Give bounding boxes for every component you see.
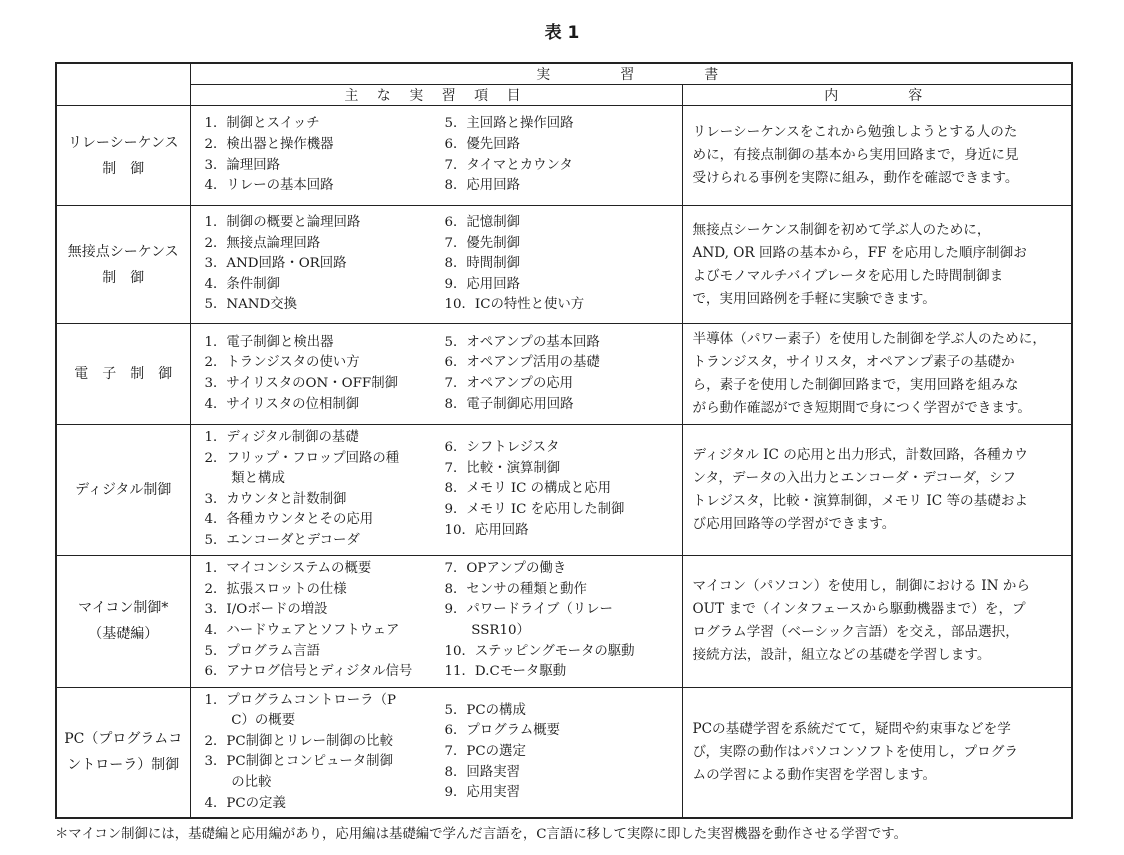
items-column-right xyxy=(445,114,675,196)
items-cell xyxy=(190,555,682,687)
table-row xyxy=(56,324,1072,425)
item-line: 1．ディジタル制御の基礎 xyxy=(204,430,359,445)
description-line: ンタ，データの入出力とエンコーダ・デコーダ，シフ xyxy=(692,469,1017,486)
header-corner-cell xyxy=(56,63,190,106)
description-line: OUT まで（インタフェースから駆動機器まで）を，プ xyxy=(692,601,1026,618)
item-line: 7．オペアンプの応用 xyxy=(444,376,573,391)
item-line: 8．電子制御応用回路 xyxy=(444,396,574,412)
description-line: がら動作確認ができ短期間で身につく学習ができます。 xyxy=(692,400,1031,416)
item-line: SSR10） xyxy=(444,623,530,639)
item-line: 2．フリップ・フロップ回路の種 xyxy=(204,450,400,466)
items-column-right xyxy=(445,701,675,804)
item-line: 10．ステッピングモータの駆動 xyxy=(444,643,635,659)
description-line: ログラム学習（ベーシック言語）を交え，部品選択， xyxy=(692,624,1019,641)
header-row-columns xyxy=(56,85,1072,106)
item-line: 6．アナログ信号とディジタル信号 xyxy=(204,664,413,680)
description-line: び，実際の動作はパソコンソフトを使用し，プログラ xyxy=(692,743,1018,760)
category-line: 電 子 制 御 xyxy=(74,366,173,382)
description-line: 無接点シーケンス制御を初めて学ぶ人のために， xyxy=(692,221,991,238)
category-cell xyxy=(56,106,190,206)
item-line: 類と構成 xyxy=(204,471,285,487)
items-column-right xyxy=(445,438,675,541)
header-items-label: 主 な 実 習 項 目 xyxy=(190,85,682,106)
item-line: 8．メモリ IC の構成と応用 xyxy=(444,481,611,497)
item-line: 7．OPアンプの働き xyxy=(444,561,567,577)
description-line: ムの学習による動作実習を学習します。 xyxy=(692,766,937,783)
description-line: マイコン（パソコン）を使用し，制御における IN から xyxy=(692,578,1030,595)
category-line: 制 御 xyxy=(102,269,145,286)
header-desc-label: 内 容 xyxy=(682,85,1072,106)
category-cell xyxy=(56,687,190,818)
items-cell xyxy=(190,425,682,556)
item-line: 2．検出器と操作機器 xyxy=(204,136,334,152)
description-cell xyxy=(682,687,1072,818)
item-line: 4．リレーの基本回路 xyxy=(204,178,334,194)
table-row xyxy=(56,206,1072,324)
item-line: 10．応用回路 xyxy=(444,522,529,538)
table-row xyxy=(56,425,1072,556)
description-line: トランジスタ，サイリスタ，オペアンプ素子の基礎か xyxy=(692,354,1015,370)
item-line: の比較 xyxy=(204,774,272,790)
item-line: 6．記憶制御 xyxy=(444,215,520,231)
item-line: 6．オペアンプ活用の基礎 xyxy=(444,355,600,371)
description-line: 半導体（パワー素子）を使用した制御を学ぶ人のために， xyxy=(692,331,1046,347)
item-line: 9．応用回路 xyxy=(444,276,520,292)
item-line: 8．センサの種類と動作 xyxy=(444,581,587,597)
category-cell xyxy=(56,324,190,425)
items-cell xyxy=(190,106,682,206)
category-line: マイコン制御* xyxy=(78,600,169,617)
item-line: 7．PCの選定 xyxy=(444,744,526,760)
items-column-right xyxy=(445,333,675,415)
description-line: トレジスタ，比較・演算制御，メモリ IC 等の基礎およ xyxy=(692,492,1029,509)
item-line: 3．カウンタと計数制御 xyxy=(204,491,347,507)
item-line: 9．応用実習 xyxy=(444,785,520,801)
item-line: 8．時間制御 xyxy=(444,256,520,272)
item-line: 1．マイコンシステムの概要 xyxy=(204,561,372,577)
description-line: 受けられる事例を実際に組み，動作を確認できます。 xyxy=(692,170,1019,186)
item-line: 8．応用回路 xyxy=(444,178,520,194)
description-line: ディジタル IC の応用と出力形式，計数回路，各種カウ xyxy=(692,446,1028,463)
item-line: 4．各種カウンタとその応用 xyxy=(204,512,374,528)
description-line: で，実用回路例を手軽に実験できます。 xyxy=(692,290,936,307)
description-line: めに，有接点制御の基本から実用回路まで，身近に見 xyxy=(692,147,1019,163)
item-line: 7．比較・演算制御 xyxy=(444,460,561,476)
category-line: 制 御 xyxy=(102,160,145,177)
description-cell xyxy=(682,555,1072,687)
items-column-left xyxy=(205,691,445,815)
category-line: 無接点シーケンス xyxy=(67,243,179,260)
table-title: 表 1 xyxy=(544,23,580,43)
item-line: 1．制御の概要と論理回路 xyxy=(204,215,361,231)
category-cell xyxy=(56,206,190,324)
description-cell xyxy=(682,324,1072,425)
item-line: 2．トランジスタの使い方 xyxy=(204,355,360,371)
items-cell xyxy=(190,687,682,818)
item-line: 5．NAND交換 xyxy=(204,297,298,313)
item-line: 3．AND回路・OR回路 xyxy=(204,256,347,272)
table-body xyxy=(56,106,1072,819)
description-line: び応用回路等の学習ができます。 xyxy=(692,515,896,532)
item-line: 6．プログラム概要 xyxy=(444,723,561,739)
footnote: ＊マイコン制御には，基礎編と応用編があり，応用編は基礎編で学んだ言語を，C言語に移して実際に即した実習機器を動作させる学習です。 xyxy=(55,827,907,842)
item-line: 1．制御とスイッチ xyxy=(204,116,320,132)
description-cell xyxy=(682,206,1072,324)
item-line: 2．無接点論理回路 xyxy=(204,235,321,251)
category-cell xyxy=(56,425,190,556)
description-line: ら，素子を使用した制御回路まで，実用回路を組みな xyxy=(692,377,1019,393)
item-line: 4．PCの定義 xyxy=(204,795,286,811)
table-row xyxy=(56,555,1072,687)
items-cell xyxy=(190,324,682,425)
item-line: 8．回路実習 xyxy=(444,764,520,780)
item-line: 5．プログラム言語 xyxy=(204,643,321,659)
item-line: 1．電子制御と検出器 xyxy=(204,334,334,350)
items-column-left xyxy=(205,428,445,552)
item-line: 2．PC制御とリレー制御の比較 xyxy=(204,733,393,749)
items-column-right xyxy=(445,213,675,316)
item-line: 7．タイマとカウンタ xyxy=(444,157,573,173)
item-line: 3．サイリスタのON・OFF制御 xyxy=(204,376,398,391)
description-line: PCの基礎学習を系統だてて，疑問や約束事などを学 xyxy=(692,720,1011,737)
table-row xyxy=(56,687,1072,818)
items-column-left xyxy=(205,559,445,683)
item-line: 11．D.Cモータ駆動 xyxy=(444,664,567,680)
items-column-left xyxy=(205,114,445,196)
item-line: 6．優先回路 xyxy=(444,136,520,152)
item-line: 9．メモリ IC を応用した制御 xyxy=(444,502,625,518)
description-cell xyxy=(682,425,1072,556)
item-line: 1．プログラムコントローラ（P xyxy=(204,692,396,708)
items-column-left xyxy=(205,333,445,415)
items-column-left xyxy=(205,213,445,316)
item-line: 5．エンコーダとデコーダ xyxy=(204,532,360,548)
items-cell xyxy=(190,206,682,324)
header-row-group xyxy=(56,63,1072,85)
item-line: 5．PCの構成 xyxy=(444,702,526,718)
category-cell xyxy=(56,555,190,687)
category-line: ントローラ）制御 xyxy=(67,757,180,774)
item-line: 5．オペアンプの基本回路 xyxy=(444,334,600,350)
item-line: 10．ICの特性と使い方 xyxy=(444,297,585,313)
item-line: 6．シフトレジスタ xyxy=(444,440,560,456)
curriculum-table xyxy=(55,62,1073,819)
item-line: 3．PC制御とコンピュータ制御 xyxy=(204,754,393,770)
item-line: 4．サイリスタの位相制御 xyxy=(204,396,360,412)
description-line: よびモノマルチバイブレータを応用した時間制御ま xyxy=(692,267,1004,284)
items-column-right xyxy=(445,559,675,683)
header-group-label: 実 習 書 xyxy=(190,63,1072,85)
item-line: 3．I/Oボードの増設 xyxy=(204,602,328,618)
item-line: C）の概要 xyxy=(204,713,296,729)
table-row xyxy=(56,106,1072,206)
category-line: PC（プログラムコ xyxy=(64,731,183,748)
item-line: 9．パワードライブ（リレー xyxy=(444,602,613,618)
description-cell xyxy=(682,106,1072,206)
description-line: 接続方法，設計，組立などの基礎を学習します。 xyxy=(692,647,991,664)
item-line: 7．優先制御 xyxy=(444,235,520,251)
item-line: 5．主回路と操作回路 xyxy=(444,116,574,132)
description-line: AND, OR 回路の基本から，FF を応用した順序制御お xyxy=(692,244,1027,261)
item-line: 2．拡張スロットの仕様 xyxy=(204,581,347,597)
item-line: 4．条件制御 xyxy=(204,276,280,292)
category-line: （基礎編） xyxy=(88,626,159,643)
description-line: リレーシーケンスをこれから勉強しようとする人のた xyxy=(692,124,1018,140)
category-line: リレーシーケンス xyxy=(67,134,179,151)
item-line: 4．ハードウェアとソフトウェア xyxy=(204,623,400,639)
category-line: ディジタル制御 xyxy=(75,481,172,498)
item-line: 3．論理回路 xyxy=(204,157,280,173)
